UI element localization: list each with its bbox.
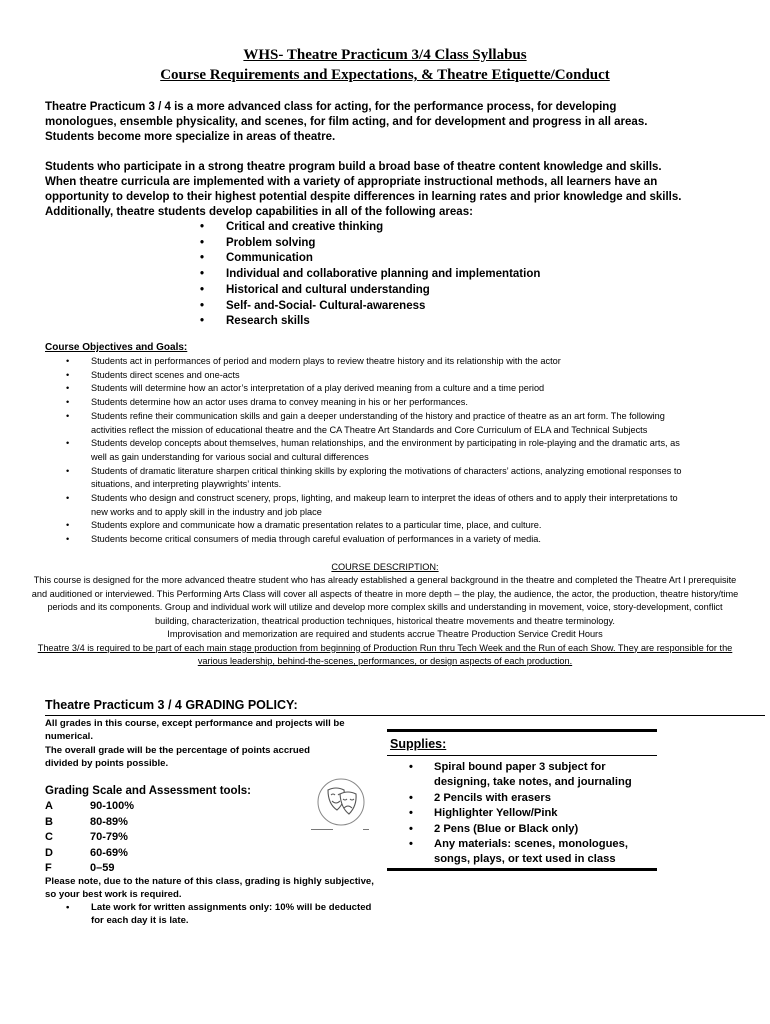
list-item: • Self- and-Social- Cultural-awareness [200,299,540,315]
supplies-bottom-border [387,868,657,871]
bullet-icon: • [66,493,70,504]
grade-row: C 70-79% [45,831,128,844]
bullet-icon: • [66,438,70,449]
list-item: • Students develop concepts about themselves, human relationships, and the environment by participating in role-playing and the dramatic arts, as well as gain understanding for various social and cultural differences [66,438,680,462]
list-item: • Historical and cultural understanding [200,283,540,299]
list-item: • Problem solving [200,236,540,252]
list-item: • Students become critical consumers of media through careful evaluation of performances in a variety of media. [66,533,696,547]
grade-row: F 0–59 [45,862,115,875]
bullet-icon: • [200,299,205,312]
list-item: • Late work for written assignments only: 10% will be deducted for each day it is late. [66,902,372,926]
supplies-divider [387,755,657,756]
bullet-icon: • [66,369,70,380]
bullet-icon: • [200,221,205,233]
late-work-list [66,901,386,927]
bullet-icon: • [409,822,413,835]
subjective-grading-note: Please note, due to the nature of this class, grading is highly subjective, so your best work is required. [45,876,374,900]
bullet-icon: • [66,410,70,421]
grade-row: A 90-100% [45,800,135,812]
list-item: • Students who design and construct scenery, props, lighting, and makeup learn to interpret the ideas of others and to apply their interpretations to new works and to apply skill in the industry and job place [66,493,678,517]
course-description-heading: COURSE DESCRIPTION: [331,562,439,572]
list-item: • Students direct scenes and one-acts [66,369,696,383]
image-caption-marks [311,829,371,831]
supplies-list [409,760,655,868]
bullet-icon: • [409,807,413,820]
supplies-title: Supplies: [390,737,447,751]
bullet-icon: • [66,902,70,913]
list-item: • Students explore and communicate how a dramatic presentation relates to a particular time, place, and culture. [66,519,696,533]
grade-row: B 80-89% [45,815,128,828]
list-item: • Critical and creative thinking [200,220,540,236]
grading-scale [45,799,134,877]
list-item: • Research skills [200,314,540,330]
objectives-heading: Course Objectives and Goals: [45,342,188,353]
list-item: • Spiral bound paper 3 subject for designing, take notes, and journaling [409,761,632,789]
bullet-icon: • [200,268,205,281]
course-description [30,574,740,669]
grade-row: D 60-69% [45,846,128,859]
bullet-icon: • [409,761,413,773]
bullet-icon: • [200,236,205,249]
bullet-icon: • [66,520,70,531]
bullet-icon: • [409,791,413,804]
list-item: • Any materials: scenes, monologues, songs, plays, or text used in class [409,838,628,866]
list-item: • 2 Pencils with erasers [409,791,655,806]
grading-scale-heading: Grading Scale and Assessment tools: [45,785,251,797]
production-requirement: Theatre 3/4 is required to be part of each main stage production from beginning of Production Run thru Tech Week and the Run of each Show. They are responsible for the various leadership, behind-the-scenes, performances, or design aspects of each production. [37,642,733,666]
list-item: • Individual and collaborative planning and implementation [200,267,540,283]
overall-grade-note: The overall grade will be the percentage of points accrued divided by points possible. [45,745,310,769]
description-body: This course is designed for the more advanced theatre student who has already established a general background in the theatre and completed the Theatre Art I prerequisite and auditioned or interviewed. This Performing Arts Class will cover all aspects of theatre in more depth – the play, the audience, the actor, the production, theatre history/time periods and its components. Group and individual work will utilize and develop more complex skills and understanding in movement, voice, story-development, conflict building, characterization, theatrical production techniques, historical theatre movements and theatre terminology. [31,575,739,626]
bullet-icon: • [66,383,70,394]
bullet-icon: • [66,356,70,366]
list-item: • Students of dramatic literature sharpen critical thinking skills by exploring the motivations of characters’ actions, analyzing emotional responses to situations, and interpreting playwrights’ intents. [66,465,682,490]
capabilities-list [200,220,540,330]
section-divider [45,715,765,716]
list-item: • Students will determine how an actor’s interpretation of a play derived meaning from a culture and a time period [66,382,696,396]
bullet-icon: • [66,397,70,408]
supplies-top-border [387,729,657,732]
numerical-grades-note: All grades in this course, except performance and projects will be numerical. [45,718,345,742]
list-item: • Communication [200,251,540,267]
list-item: • 2 Pens (Blue or Black only) [409,822,655,837]
bullet-icon: • [66,465,70,476]
bullet-icon: • [200,315,205,328]
list-item: • Highlighter Yellow/Pink [409,806,655,821]
bullet-icon: • [200,283,205,296]
grading-policy-title: Theatre Practicum 3 / 4 GRADING POLICY: [45,698,298,712]
comedy-tragedy-masks-icon [316,776,366,828]
bullet-icon: • [66,534,70,545]
document-title: WHS- Theatre Practicum 3/4 Class Syllabus [243,47,527,63]
credit-hours-note: Improvisation and memorization are required and students accrue Theatre Production Service Credit Hours [167,629,603,639]
list-item: • Students determine how an actor uses drama to convey meaning in his or her performances. [66,396,696,410]
objectives-list [66,355,696,547]
list-item: • Students act in performances of period and modern plays to review theatre history and its relationship with the actor [66,355,696,369]
list-item: • Students refine their communication skills and gain a deeper understanding of the history and practice of theatre as an art form. The following activities reflect the mission of educational theatre and the CA Theatre Art Standards and Core Curriculum of ELA and Technical Subjects [66,410,665,435]
bullet-icon: • [409,838,413,851]
intro-paragraph: Theatre Practicum 3 / 4 is a more advanced class for acting, for the performance process, for developing monologues, ensemble physicality, and scenes, for film acting, and for development and progress in all areas. Students become more specialize in areas of theatre. [45,101,648,143]
bullet-icon: • [200,252,205,265]
document-subtitle: Course Requirements and Expectations, & Theatre Etiquette/Conduct [160,67,610,83]
program-paragraph: Students who participate in a strong theatre program build a broad base of theatre content knowledge and skills. When theatre curricula are implemented with a variety of appropriate instructional methods, all learners have an opportunity to develop to their highest potential despite differences in learning rates and prior knowledge and skills. Additionally, theatre students develop capabilities in all of the following areas: [45,161,682,218]
